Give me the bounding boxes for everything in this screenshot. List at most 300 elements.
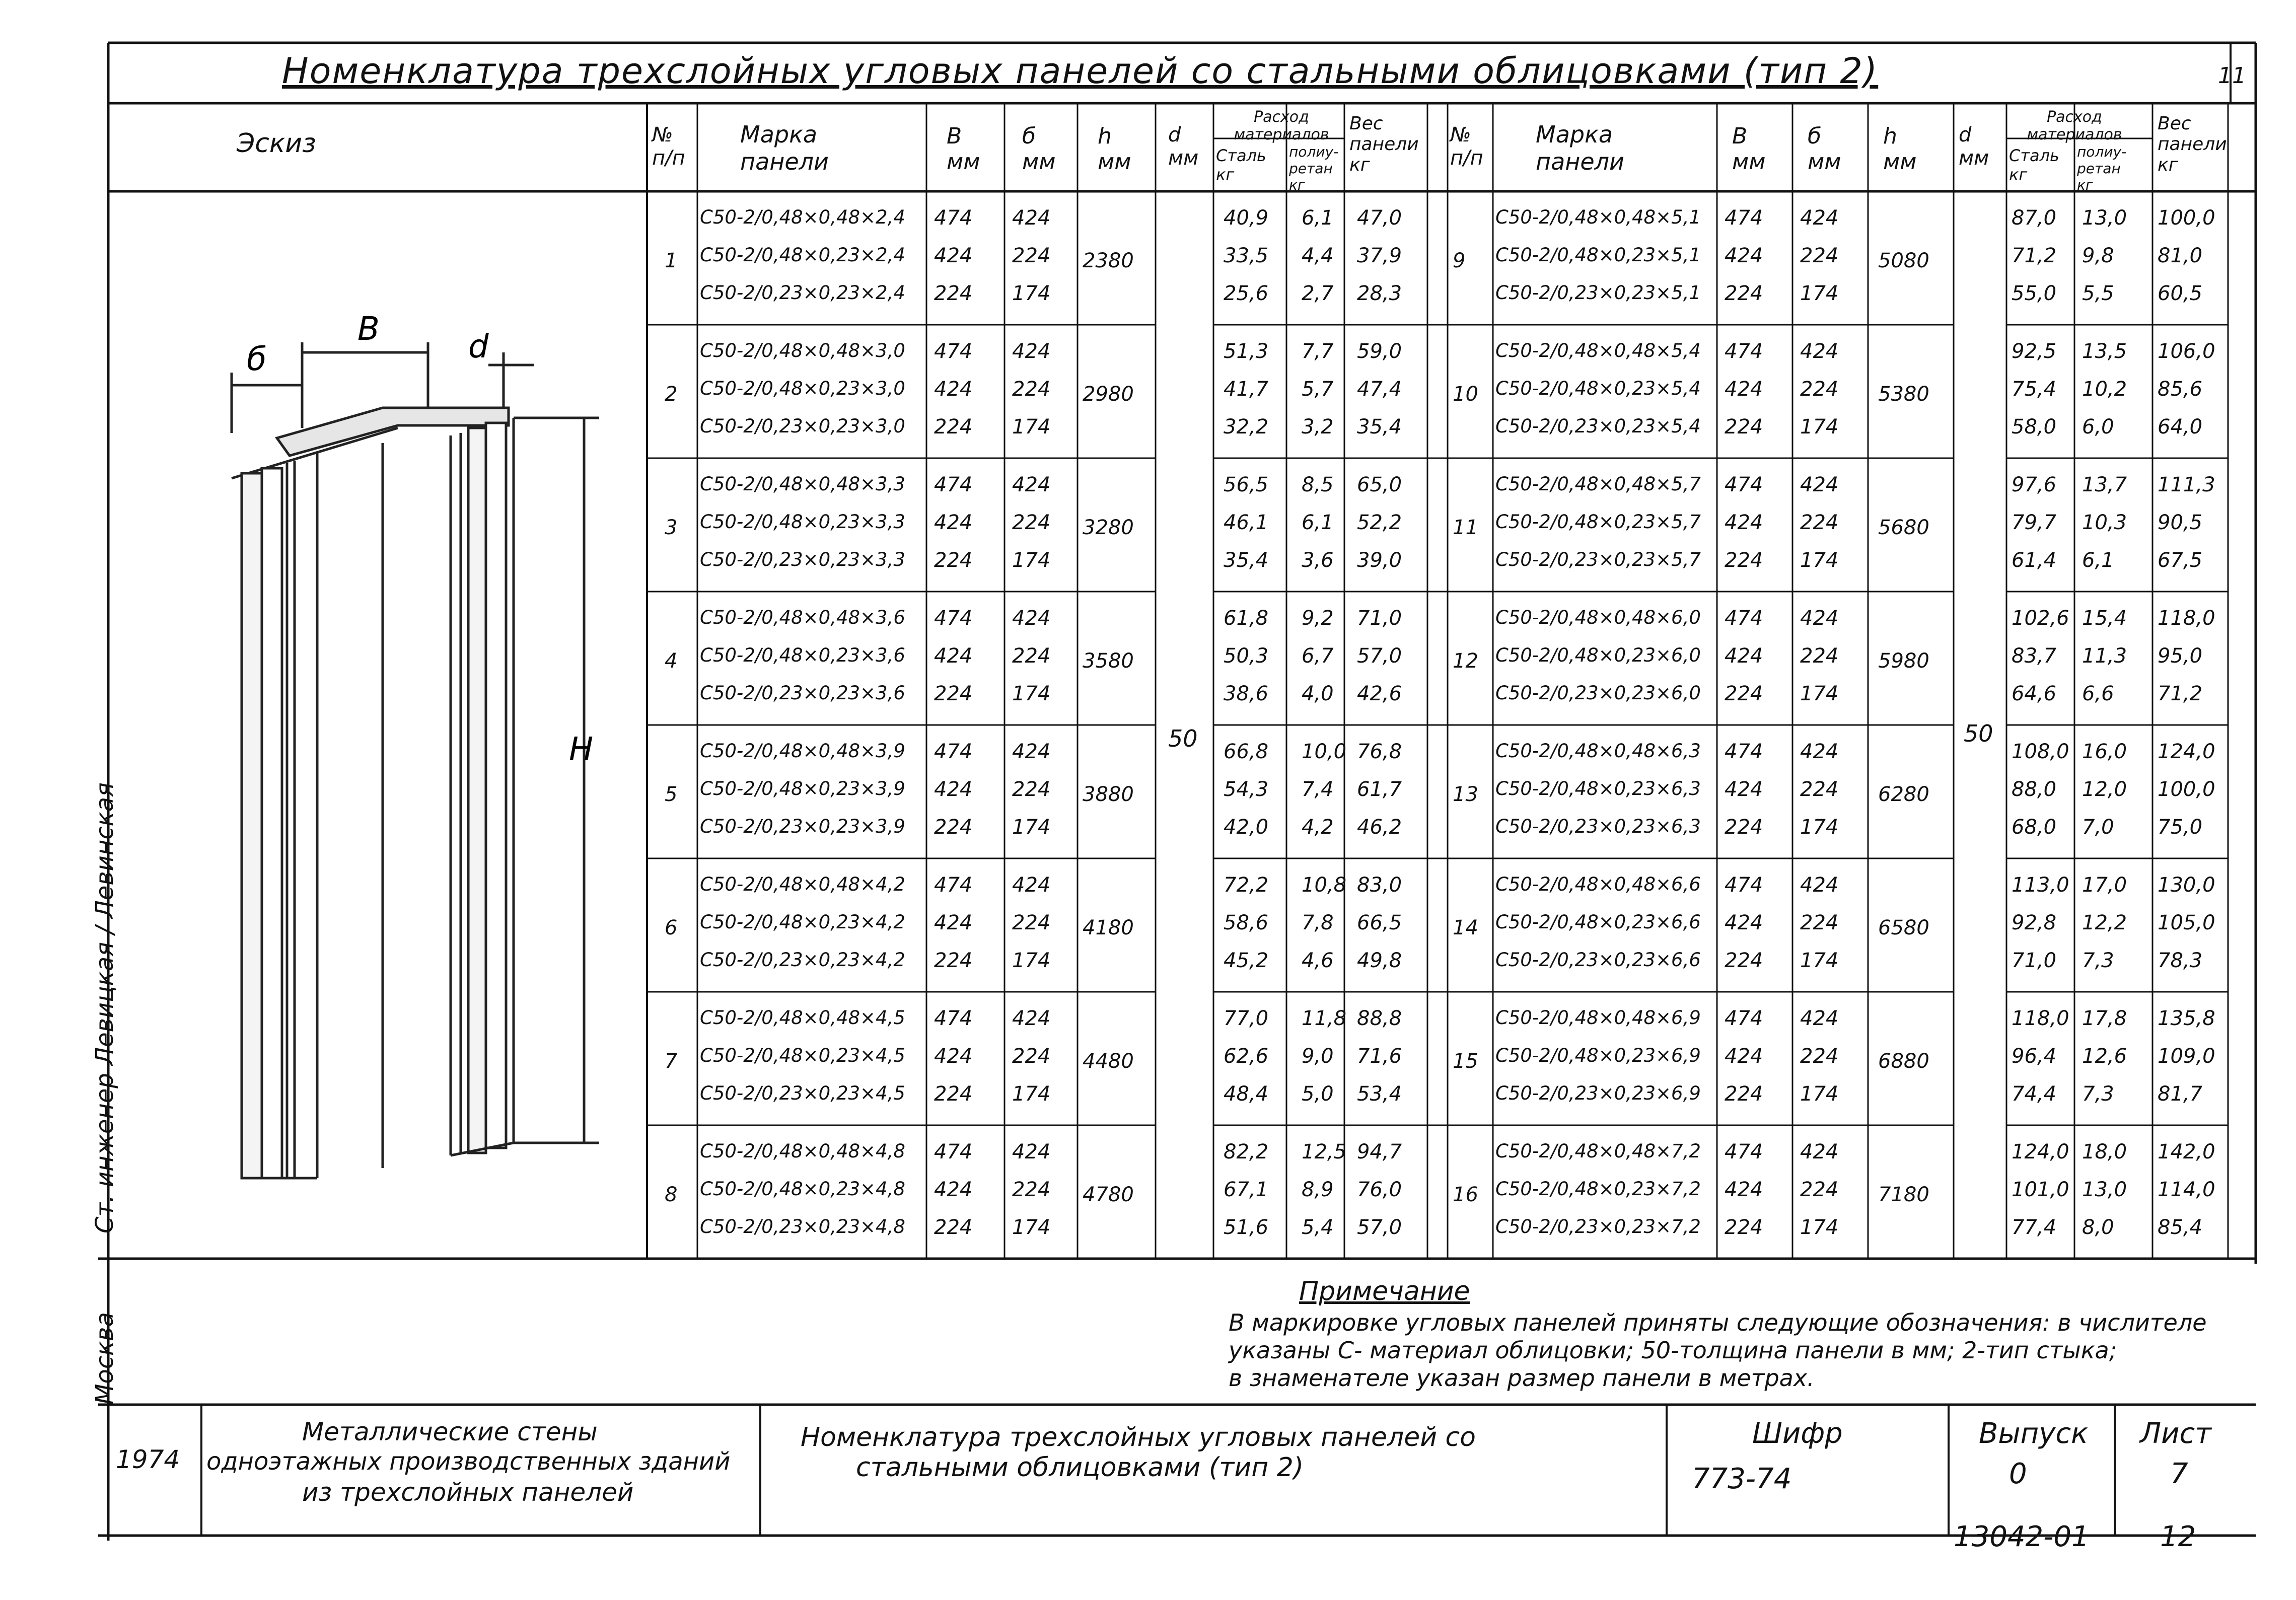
panel-mark: С50-2/0,48×0,48×7,2: [1495, 1140, 1701, 1162]
header-weight: Вес панели кг: [1349, 113, 1419, 175]
value-steel: 118,0: [2012, 1007, 2069, 1030]
value-weight: 85,4: [2158, 1216, 2203, 1239]
header-num: № п/п: [1450, 123, 1483, 170]
row-height: 3280: [1083, 516, 1134, 539]
value-poly: 3,2: [1302, 415, 1334, 439]
value-steel: 51,6: [1224, 1216, 1269, 1239]
panel-mark: С50-2/0,48×0,48×2,4: [700, 206, 905, 228]
row-number: 14: [1453, 916, 1478, 939]
value-b: 224: [1800, 1178, 1839, 1201]
value-steel: 71,0: [2012, 949, 2057, 972]
panel-mark: С50-2/0,48×0,48×6,9: [1495, 1007, 1701, 1029]
value-weight: 142,0: [2158, 1140, 2215, 1163]
value-steel: 35,4: [1224, 549, 1269, 572]
value-steel: 124,0: [2012, 1140, 2069, 1163]
value-b: 424: [1800, 607, 1839, 630]
value-poly: 6,0: [2082, 415, 2114, 439]
header-mark: Марка панели: [1536, 121, 1624, 175]
row-number: 3: [665, 516, 678, 539]
row-height: 5980: [1878, 649, 1929, 673]
value-poly: 5,0: [1302, 1082, 1334, 1106]
value-B: 224: [934, 1216, 973, 1239]
note-heading: Примечание: [1299, 1276, 1470, 1306]
value-steel: 41,7: [1224, 378, 1269, 401]
row-number: 11: [1453, 516, 1478, 539]
value-steel: 92,8: [2012, 911, 2057, 934]
value-weight: 85,6: [2158, 378, 2203, 401]
stamp-project-2: одноэтажных производственных зданий: [206, 1447, 731, 1476]
value-poly: 9,0: [1302, 1045, 1334, 1068]
value-b: 424: [1012, 473, 1051, 496]
row-height: 2980: [1083, 383, 1134, 406]
value-b: 224: [1012, 511, 1051, 534]
value-poly: 15,4: [2082, 607, 2127, 630]
row-number: 1: [665, 249, 678, 272]
panel-mark: С50-2/0,48×0,48×5,7: [1495, 473, 1701, 495]
header-steel: Сталь кг: [2009, 146, 2059, 184]
value-poly: 9,2: [1302, 607, 1334, 630]
value-B: 474: [1725, 740, 1763, 763]
value-steel: 96,4: [2012, 1045, 2057, 1068]
panel-mark: С50-2/0,48×0,23×3,9: [700, 778, 905, 799]
value-b: 174: [1800, 1216, 1839, 1239]
value-poly: 3,6: [1302, 549, 1334, 572]
row-number: 7: [665, 1050, 678, 1073]
value-poly: 8,0: [2082, 1216, 2114, 1239]
value-B: 224: [934, 282, 973, 305]
value-weight: 81,0: [2158, 244, 2203, 267]
value-steel: 97,6: [2012, 473, 2057, 496]
panel-mark: С50-2/0,48×0,23×3,6: [700, 644, 905, 666]
value-B: 474: [934, 740, 973, 763]
stamp-sheet-label: Лист: [2140, 1417, 2211, 1450]
value-poly: 4,6: [1302, 949, 1334, 972]
value-b: 224: [1012, 1045, 1051, 1068]
value-B: 224: [934, 949, 973, 972]
bottom-code: 13042-01: [1954, 1520, 2090, 1553]
value-b: 424: [1012, 740, 1051, 763]
value-poly: 4,2: [1302, 816, 1334, 839]
value-B: 474: [934, 1007, 973, 1030]
header-B: В мм: [947, 123, 980, 175]
row-height: 3580: [1083, 649, 1134, 673]
row-height: 2380: [1083, 249, 1134, 272]
value-B: 224: [1725, 1216, 1763, 1239]
panel-mark: С50-2/0,23×0,23×6,6: [1495, 949, 1701, 971]
value-poly: 6,1: [1302, 511, 1334, 534]
value-steel: 54,3: [1224, 778, 1269, 801]
value-b: 224: [1800, 911, 1839, 934]
value-poly: 8,9: [1302, 1178, 1334, 1201]
panel-mark: С50-2/0,48×0,23×3,3: [700, 511, 905, 533]
value-poly: 7,0: [2082, 816, 2114, 839]
value-steel: 64,6: [2012, 682, 2057, 705]
value-poly: 8,5: [1302, 473, 1334, 496]
value-poly: 11,8: [1302, 1007, 1347, 1030]
value-weight: 100,0: [2158, 206, 2215, 230]
value-b: 224: [1800, 378, 1839, 401]
value-b: 174: [1800, 682, 1839, 705]
value-b: 174: [1012, 1082, 1051, 1106]
panel-mark: С50-2/0,23×0,23×6,3: [1495, 816, 1701, 837]
row-height: 7180: [1878, 1183, 1929, 1206]
value-steel: 74,4: [2012, 1082, 2057, 1106]
value-b: 424: [1012, 874, 1051, 897]
header-weight: Вес панели кг: [2158, 113, 2227, 175]
bottom-page: 12: [2160, 1520, 2196, 1553]
value-B: 474: [934, 206, 973, 230]
panel-mark: С50-2/0,48×0,48×3,0: [700, 340, 905, 361]
value-b: 224: [1012, 778, 1051, 801]
value-weight: 49,8: [1357, 949, 1402, 972]
value-steel: 45,2: [1224, 949, 1269, 972]
value-steel: 55,0: [2012, 282, 2057, 305]
value-B: 224: [934, 549, 973, 572]
row-number: 13: [1453, 783, 1478, 806]
value-weight: 60,5: [2158, 282, 2203, 305]
value-B: 474: [934, 473, 973, 496]
panel-mark: С50-2/0,48×0,23×4,5: [700, 1045, 905, 1066]
value-poly: 13,7: [2082, 473, 2127, 496]
header-num: № п/п: [652, 123, 685, 170]
value-poly: 5,4: [1302, 1216, 1334, 1239]
value-poly: 7,8: [1302, 911, 1334, 934]
value-poly: 7,3: [2082, 1082, 2114, 1106]
panel-mark: С50-2/0,23×0,23×3,0: [700, 415, 905, 437]
header-b: б мм: [1022, 123, 1056, 175]
value-b: 424: [1012, 206, 1051, 230]
value-steel: 32,2: [1224, 415, 1269, 439]
value-weight: 109,0: [2158, 1045, 2215, 1068]
value-weight: 65,0: [1357, 473, 1402, 496]
value-poly: 7,7: [1302, 340, 1334, 363]
value-poly: 13,5: [2082, 340, 2127, 363]
page-number-top: 11: [2218, 63, 2246, 89]
header-B: В мм: [1732, 123, 1766, 175]
value-b: 424: [1012, 340, 1051, 363]
panel-mark: С50-2/0,23×0,23×3,6: [700, 682, 905, 704]
value-steel: 101,0: [2012, 1178, 2069, 1201]
row-number: 4: [665, 649, 678, 673]
value-weight: 28,3: [1357, 282, 1402, 305]
panel-mark: С50-2/0,23×0,23×4,5: [700, 1082, 905, 1104]
value-steel: 62,6: [1224, 1045, 1269, 1068]
value-B: 424: [1725, 1045, 1763, 1068]
value-weight: 53,4: [1357, 1082, 1402, 1106]
stamp-project-3: из трехслойных панелей: [302, 1478, 634, 1507]
value-b: 174: [1012, 816, 1051, 839]
value-poly: 4,4: [1302, 244, 1334, 267]
value-b: 174: [1012, 682, 1051, 705]
note-line-2: указаны С- материал облицовки; 50-толщина панели в мм; 2-тип стыка;: [1229, 1337, 2117, 1364]
header-poly: полиу-ретан кг: [2077, 143, 2127, 193]
value-weight: 135,8: [2158, 1007, 2215, 1030]
value-poly: 13,0: [2082, 1178, 2127, 1201]
value-B: 474: [1725, 607, 1763, 630]
value-b: 424: [1012, 1140, 1051, 1163]
value-weight: 59,0: [1357, 340, 1402, 363]
value-poly: 12,5: [1302, 1140, 1347, 1163]
value-weight: 66,5: [1357, 911, 1402, 934]
value-weight: 42,6: [1357, 682, 1402, 705]
panel-mark: С50-2/0,48×0,48×3,3: [700, 473, 905, 495]
stamp-issue: 0: [2009, 1458, 2027, 1490]
value-B: 424: [1725, 511, 1763, 534]
panel-mark: С50-2/0,23×0,23×4,8: [700, 1216, 905, 1238]
value-b: 224: [1800, 244, 1839, 267]
panel-mark: С50-2/0,23×0,23×5,7: [1495, 549, 1701, 570]
row-height: 4780: [1083, 1183, 1134, 1206]
panel-mark: С50-2/0,48×0,23×5,7: [1495, 511, 1701, 533]
row-number: 5: [665, 783, 678, 806]
value-b: 174: [1800, 549, 1839, 572]
sketch-label-B: В: [357, 311, 380, 348]
value-weight: 130,0: [2158, 874, 2215, 897]
stamp-sheet: 7: [2170, 1458, 2188, 1490]
row-height: 5680: [1878, 516, 1929, 539]
value-b: 224: [1012, 1178, 1051, 1201]
value-B: 424: [1725, 778, 1763, 801]
value-poly: 16,0: [2082, 740, 2127, 763]
value-poly: 10,2: [2082, 378, 2127, 401]
sketch-label-b: б: [247, 341, 267, 378]
panel-mark: С50-2/0,48×0,48×5,4: [1495, 340, 1701, 361]
value-weight: 52,2: [1357, 511, 1402, 534]
row-height: 5380: [1878, 383, 1929, 406]
value-b: 224: [1800, 1045, 1839, 1068]
row-height: 4480: [1083, 1050, 1134, 1073]
header-d: d мм: [1959, 123, 1989, 170]
value-B: 474: [934, 340, 973, 363]
value-poly: 10,8: [1302, 874, 1347, 897]
value-poly: 9,8: [2082, 244, 2114, 267]
value-weight: 71,6: [1357, 1045, 1402, 1068]
panel-mark: С50-2/0,48×0,48×6,6: [1495, 874, 1701, 895]
value-B: 424: [1725, 244, 1763, 267]
value-steel: 75,4: [2012, 378, 2057, 401]
value-poly: 17,0: [2082, 874, 2127, 897]
value-B: 224: [1725, 1082, 1763, 1106]
value-b: 174: [1800, 415, 1839, 439]
row-number: 8: [665, 1183, 678, 1206]
value-B: 474: [1725, 473, 1763, 496]
value-steel: 71,2: [2012, 244, 2057, 267]
sketch-label-d: d: [468, 328, 489, 366]
value-steel: 82,2: [1224, 1140, 1269, 1163]
value-b: 424: [1800, 874, 1839, 897]
value-steel: 61,8: [1224, 607, 1269, 630]
row-number: 15: [1453, 1050, 1478, 1073]
value-poly: 4,0: [1302, 682, 1334, 705]
value-b: 174: [1800, 282, 1839, 305]
value-weight: 61,7: [1357, 778, 1402, 801]
value-b: 424: [1012, 607, 1051, 630]
value-steel: 50,3: [1224, 644, 1269, 668]
value-weight: 67,5: [2158, 549, 2203, 572]
value-poly: 7,3: [2082, 949, 2114, 972]
stamp-code-label: Шифр: [1752, 1417, 1843, 1450]
value-weight: 78,3: [2158, 949, 2203, 972]
value-steel: 77,4: [2012, 1216, 2057, 1239]
value-B: 224: [934, 415, 973, 439]
row-height: 5080: [1878, 249, 1929, 272]
panel-mark: С50-2/0,23×0,23×6,9: [1495, 1082, 1701, 1104]
value-steel: 92,5: [2012, 340, 2057, 363]
value-poly: 12,2: [2082, 911, 2127, 934]
stamp-sheet-title-1: Номенклатура трехслойных угловых панелей со: [801, 1422, 1476, 1452]
value-B: 424: [1725, 1178, 1763, 1201]
value-B: 224: [1725, 682, 1763, 705]
sketch-label-H: H: [569, 731, 594, 768]
value-B: 424: [934, 778, 973, 801]
value-steel: 56,5: [1224, 473, 1269, 496]
value-B: 224: [1725, 415, 1763, 439]
row-height: 6280: [1878, 783, 1929, 806]
value-weight: 75,0: [2158, 816, 2203, 839]
value-b: 424: [1012, 1007, 1051, 1030]
value-weight: 100,0: [2158, 778, 2215, 801]
value-weight: 83,0: [1357, 874, 1402, 897]
value-b: 174: [1012, 282, 1051, 305]
stamp-year: 1974: [116, 1445, 180, 1474]
value-steel: 113,0: [2012, 874, 2069, 897]
value-B: 474: [934, 874, 973, 897]
value-B: 424: [934, 378, 973, 401]
value-b: 174: [1012, 1216, 1051, 1239]
row-number: 12: [1453, 649, 1478, 673]
panel-mark: С50-2/0,48×0,23×6,6: [1495, 911, 1701, 933]
value-weight: 76,8: [1357, 740, 1402, 763]
value-B: 474: [1725, 206, 1763, 230]
value-weight: 37,9: [1357, 244, 1402, 267]
panel-mark: С50-2/0,48×0,48×4,2: [700, 874, 905, 895]
value-steel: 48,4: [1224, 1082, 1269, 1106]
value-b: 424: [1800, 473, 1839, 496]
value-B: 424: [1725, 378, 1763, 401]
value-weight: 57,0: [1357, 644, 1402, 668]
value-steel: 25,6: [1224, 282, 1269, 305]
row-number: 10: [1453, 383, 1478, 406]
value-weight: 124,0: [2158, 740, 2215, 763]
value-b: 224: [1800, 644, 1839, 668]
panel-mark: С50-2/0,48×0,23×4,2: [700, 911, 905, 933]
row-height: 3880: [1083, 783, 1134, 806]
value-B: 474: [1725, 1007, 1763, 1030]
value-weight: 111,3: [2158, 473, 2215, 496]
note-line-3: в знаменателе указан размер панели в метрах.: [1229, 1364, 1815, 1392]
value-steel: 83,7: [2012, 644, 2057, 668]
header-h: h мм: [1098, 123, 1131, 175]
row-number: 2: [665, 383, 678, 406]
value-steel: 38,6: [1224, 682, 1269, 705]
value-steel: 108,0: [2012, 740, 2069, 763]
panel-mark: С50-2/0,23×0,23×3,3: [700, 549, 905, 570]
value-b: 224: [1012, 644, 1051, 668]
value-poly: 7,4: [1302, 778, 1334, 801]
value-B: 474: [934, 607, 973, 630]
value-steel: 33,5: [1224, 244, 1269, 267]
value-B: 424: [934, 511, 973, 534]
value-b: 224: [1800, 778, 1839, 801]
panel-mark: С50-2/0,23×0,23×6,0: [1495, 682, 1701, 704]
d-value-right: 50: [1964, 720, 1993, 747]
value-b: 174: [1800, 949, 1839, 972]
value-steel: 67,1: [1224, 1178, 1269, 1201]
value-b: 224: [1012, 244, 1051, 267]
value-steel: 79,7: [2012, 511, 2057, 534]
header-h: h мм: [1883, 123, 1917, 175]
value-B: 224: [1725, 549, 1763, 572]
value-poly: 5,7: [1302, 378, 1334, 401]
row-height: 6880: [1878, 1050, 1929, 1073]
value-B: 424: [934, 1178, 973, 1201]
header-consumption: Расход материалов: [1234, 108, 1329, 143]
value-B: 474: [1725, 340, 1763, 363]
row-height: 6580: [1878, 916, 1929, 939]
value-weight: 81,7: [2158, 1082, 2203, 1106]
value-weight: 47,0: [1357, 206, 1402, 230]
panel-mark: С50-2/0,48×0,23×6,0: [1495, 644, 1701, 666]
value-weight: 64,0: [2158, 415, 2203, 439]
panel-mark: С50-2/0,48×0,23×5,1: [1495, 244, 1701, 266]
value-steel: 46,1: [1224, 511, 1269, 534]
value-B: 474: [934, 1140, 973, 1163]
value-b: 224: [1012, 378, 1051, 401]
value-b: 424: [1800, 740, 1839, 763]
value-steel: 58,6: [1224, 911, 1269, 934]
page-title: Номенклатура трехслойных угловых панелей со стальными облицовками (тип 2): [282, 50, 1879, 92]
panel-mark: С50-2/0,23×0,23×5,4: [1495, 415, 1701, 437]
panel-mark: С50-2/0,48×0,48×3,6: [700, 607, 905, 628]
value-B: 224: [934, 816, 973, 839]
value-weight: 76,0: [1357, 1178, 1402, 1201]
panel-mark: С50-2/0,23×0,23×4,2: [700, 949, 905, 971]
row-height: 4180: [1083, 916, 1134, 939]
value-weight: 118,0: [2158, 607, 2215, 630]
header-mark: Марка панели: [740, 121, 829, 175]
value-B: 424: [934, 911, 973, 934]
value-weight: 105,0: [2158, 911, 2215, 934]
value-weight: 114,0: [2158, 1178, 2215, 1201]
value-weight: 71,2: [2158, 682, 2203, 705]
stamp-project-1: Металлические стены: [302, 1417, 598, 1446]
header-b: б мм: [1808, 123, 1841, 175]
value-steel: 72,2: [1224, 874, 1269, 897]
panel-mark: С50-2/0,48×0,48×5,1: [1495, 206, 1701, 228]
d-value-left: 50: [1168, 725, 1198, 752]
value-B: 424: [934, 244, 973, 267]
value-weight: 88,8: [1357, 1007, 1402, 1030]
value-poly: 6,6: [2082, 682, 2114, 705]
panel-mark: С50-2/0,48×0,48×6,0: [1495, 607, 1701, 628]
value-steel: 51,3: [1224, 340, 1269, 363]
panel-mark: С50-2/0,48×0,23×6,9: [1495, 1045, 1701, 1066]
panel-sketch: [166, 282, 670, 1239]
value-B: 224: [934, 1082, 973, 1106]
panel-mark: С50-2/0,48×0,23×3,0: [700, 378, 905, 399]
value-poly: 10,0: [1302, 740, 1347, 763]
panel-mark: С50-2/0,23×0,23×3,9: [700, 816, 905, 837]
value-weight: 71,0: [1357, 607, 1402, 630]
panel-mark: С50-2/0,48×0,48×4,8: [700, 1140, 905, 1162]
value-weight: 106,0: [2158, 340, 2215, 363]
panel-mark: С50-2/0,23×0,23×5,1: [1495, 282, 1701, 304]
value-poly: 12,0: [2082, 778, 2127, 801]
value-b: 424: [1800, 1007, 1839, 1030]
value-B: 224: [1725, 949, 1763, 972]
value-poly: 10,3: [2082, 511, 2127, 534]
value-steel: 88,0: [2012, 778, 2057, 801]
